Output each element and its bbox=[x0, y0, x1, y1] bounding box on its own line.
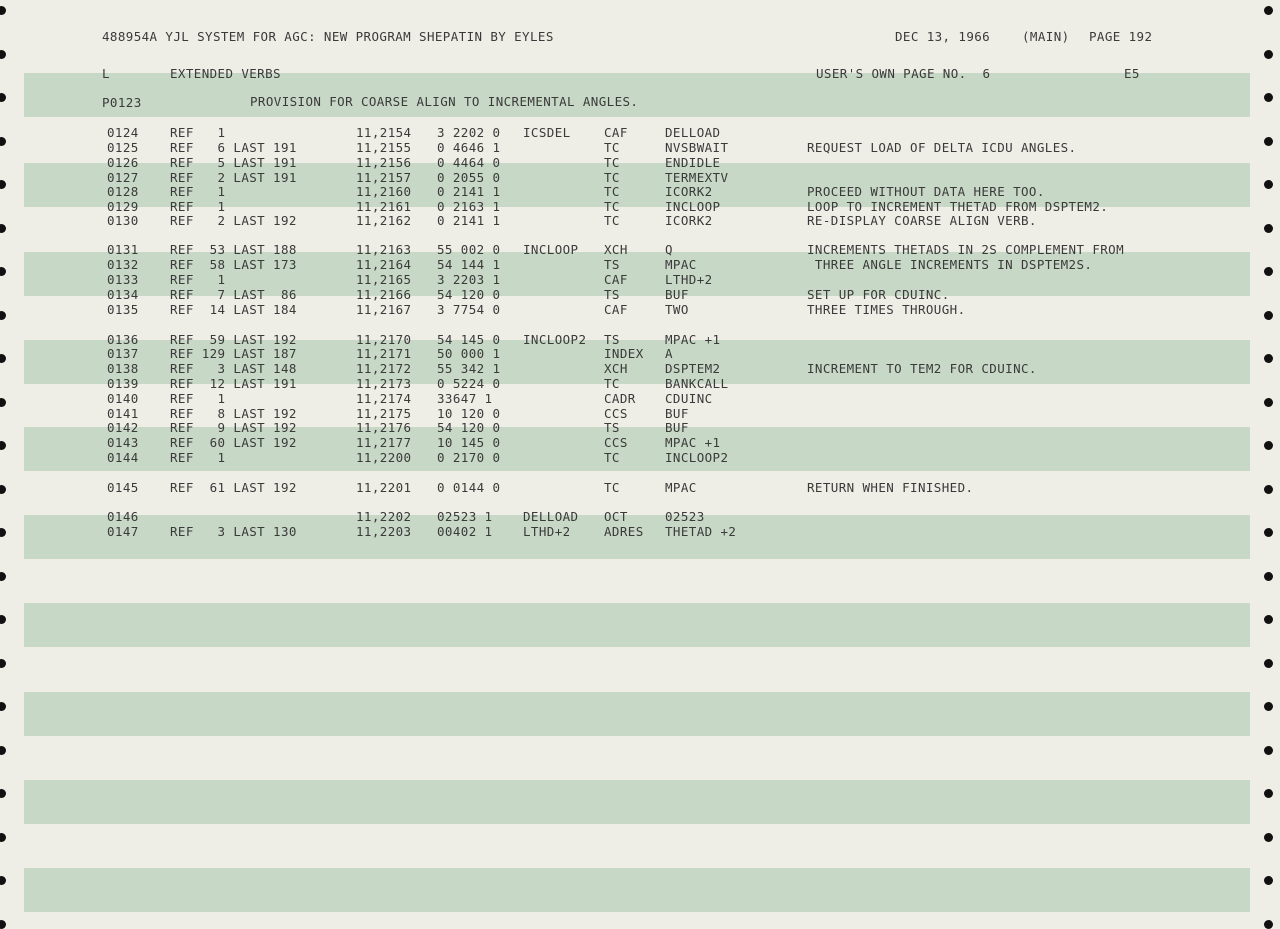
feed-hole bbox=[0, 789, 6, 798]
feed-hole bbox=[1264, 833, 1273, 842]
feed-hole bbox=[1264, 93, 1273, 102]
code-field: 0 2170 0 bbox=[437, 450, 501, 465]
line-number: 0135 bbox=[107, 302, 139, 317]
ref-field: REF 7 LAST 86 bbox=[170, 287, 297, 302]
line-number: 0127 bbox=[107, 170, 139, 185]
code-field: 0 5224 0 bbox=[437, 376, 501, 391]
user-page-number: USER'S OWN PAGE NO. 6 bbox=[816, 66, 991, 81]
line-number: 0125 bbox=[107, 140, 139, 155]
feed-hole bbox=[0, 354, 6, 363]
operand-field: INCLOOP2 bbox=[665, 450, 729, 465]
feed-hole bbox=[0, 920, 6, 929]
code-field: 00402 1 bbox=[437, 524, 493, 539]
feed-hole bbox=[0, 572, 6, 581]
feed-hole bbox=[0, 441, 6, 450]
feed-hole bbox=[1264, 6, 1273, 15]
code-field: 0 2141 1 bbox=[437, 213, 501, 228]
address-field: 11,2177 bbox=[356, 435, 412, 450]
ref-field: REF 53 LAST 188 bbox=[170, 242, 297, 257]
log-marker: L bbox=[102, 66, 110, 81]
operand-field: INCLOOP bbox=[665, 199, 721, 214]
label-field: ICSDEL bbox=[523, 125, 571, 140]
opcode-field: TS bbox=[604, 257, 620, 272]
tractor-feed-holes-left bbox=[0, 0, 10, 922]
operand-field: DELLOAD bbox=[665, 125, 721, 140]
feed-hole bbox=[1264, 311, 1273, 320]
line-number: 0133 bbox=[107, 272, 139, 287]
feed-hole bbox=[1264, 615, 1273, 624]
line-number: 0128 bbox=[107, 184, 139, 199]
opcode-field: CADR bbox=[604, 391, 636, 406]
address-field: 11,2175 bbox=[356, 406, 412, 421]
operand-field: BUF bbox=[665, 406, 689, 421]
line-number: 0136 bbox=[107, 332, 139, 347]
feed-hole bbox=[0, 137, 6, 146]
ref-field: REF 3 LAST 148 bbox=[170, 361, 297, 376]
comment-field: SET UP FOR CDUINC. bbox=[807, 287, 950, 302]
operand-field: MPAC +1 bbox=[665, 332, 721, 347]
ref-field: REF 2 LAST 192 bbox=[170, 213, 297, 228]
comment-field: REQUEST LOAD OF DELTA ICDU ANGLES. bbox=[807, 140, 1077, 155]
opcode-field: TC bbox=[604, 450, 620, 465]
address-field: 11,2162 bbox=[356, 213, 412, 228]
code-field: 33647 1 bbox=[437, 391, 493, 406]
opcode-field: ADRES bbox=[604, 524, 644, 539]
listing-section: (MAIN) bbox=[1022, 29, 1070, 44]
operand-field: Q bbox=[665, 242, 673, 257]
feed-hole bbox=[1264, 267, 1273, 276]
feed-hole bbox=[1264, 354, 1273, 363]
log-title: EXTENDED VERBS bbox=[170, 66, 281, 81]
comment-field: THREE ANGLE INCREMENTS IN DSPTEM2S. bbox=[807, 257, 1093, 272]
feed-hole bbox=[0, 398, 6, 407]
line-number: 0139 bbox=[107, 376, 139, 391]
operand-field: MPAC bbox=[665, 257, 697, 272]
operand-field: MPAC +1 bbox=[665, 435, 721, 450]
operand-field: NVSBWAIT bbox=[665, 140, 729, 155]
address-field: 11,2164 bbox=[356, 257, 412, 272]
label-field: INCLOOP bbox=[523, 242, 579, 257]
feed-hole bbox=[1264, 746, 1273, 755]
line-number: 0126 bbox=[107, 155, 139, 170]
ref-field: REF 1 bbox=[170, 184, 226, 199]
opcode-field: TC bbox=[604, 376, 620, 391]
opcode-field: TC bbox=[604, 184, 620, 199]
feed-hole bbox=[1264, 920, 1273, 929]
operand-field: ENDIDLE bbox=[665, 155, 721, 170]
comment-field: LOOP TO INCREMENT THETAD FROM DSPTEM2. bbox=[807, 199, 1109, 214]
operand-field: ICORK2 bbox=[665, 213, 713, 228]
ref-field: REF 1 bbox=[170, 391, 226, 406]
address-field: 11,2163 bbox=[356, 242, 412, 257]
feed-hole bbox=[0, 615, 6, 624]
address-field: 11,2172 bbox=[356, 361, 412, 376]
ref-field: REF 61 LAST 192 bbox=[170, 480, 297, 495]
operand-field: ICORK2 bbox=[665, 184, 713, 199]
green-bar bbox=[24, 692, 1250, 736]
feed-hole bbox=[0, 93, 6, 102]
comment-field: INCREMENTS THETADS IN 2S COMPLEMENT FROM bbox=[807, 242, 1125, 257]
comment-field: INCREMENT TO TEM2 FOR CDUINC. bbox=[807, 361, 1037, 376]
address-field: 11,2157 bbox=[356, 170, 412, 185]
code-field: 0 4646 1 bbox=[437, 140, 501, 155]
feed-hole bbox=[1264, 441, 1273, 450]
tractor-feed-holes-right bbox=[1264, 0, 1274, 922]
line-number: 0141 bbox=[107, 406, 139, 421]
opcode-field: TC bbox=[604, 155, 620, 170]
ref-field: REF 14 LAST 184 bbox=[170, 302, 297, 317]
ref-field: REF 9 LAST 192 bbox=[170, 420, 297, 435]
code-field: 50 000 1 bbox=[437, 346, 501, 361]
feed-hole bbox=[1264, 528, 1273, 537]
listing-header: 488954A YJL SYSTEM FOR AGC: NEW PROGRAM SHEPATIN BY EYLES bbox=[102, 29, 554, 44]
code-field: 3 7754 0 bbox=[437, 302, 501, 317]
comment-field: RE-DISPLAY COARSE ALIGN VERB. bbox=[807, 213, 1037, 228]
opcode-field: TC bbox=[604, 140, 620, 155]
operand-field: BANKCALL bbox=[665, 376, 729, 391]
line-number: 0132 bbox=[107, 257, 139, 272]
ref-field: REF 12 LAST 191 bbox=[170, 376, 297, 391]
feed-hole bbox=[0, 267, 6, 276]
line-number: 0129 bbox=[107, 199, 139, 214]
feed-hole bbox=[1264, 485, 1273, 494]
operand-field: BUF bbox=[665, 287, 689, 302]
feed-hole bbox=[0, 6, 6, 15]
code-field: 0 4464 0 bbox=[437, 155, 501, 170]
ref-field: REF 59 LAST 192 bbox=[170, 332, 297, 347]
opcode-field: XCH bbox=[604, 361, 628, 376]
ref-field: REF 60 LAST 192 bbox=[170, 435, 297, 450]
green-bar bbox=[24, 868, 1250, 912]
line-number: 0134 bbox=[107, 287, 139, 302]
feed-hole bbox=[0, 528, 6, 537]
operand-field: A bbox=[665, 346, 673, 361]
address-field: 11,2171 bbox=[356, 346, 412, 361]
comment-field: PROCEED WITHOUT DATA HERE TOO. bbox=[807, 184, 1045, 199]
opcode-field: CCS bbox=[604, 406, 628, 421]
opcode-field: TS bbox=[604, 287, 620, 302]
line-number: 0124 bbox=[107, 125, 139, 140]
ref-field: REF 3 LAST 130 bbox=[170, 524, 297, 539]
feed-hole bbox=[1264, 572, 1273, 581]
feed-hole bbox=[0, 224, 6, 233]
label-field: DELLOAD bbox=[523, 509, 579, 524]
feed-hole bbox=[1264, 659, 1273, 668]
line-number: 0137 bbox=[107, 346, 139, 361]
operand-field: TWO bbox=[665, 302, 689, 317]
address-field: 11,2155 bbox=[356, 140, 412, 155]
line-number: 0131 bbox=[107, 242, 139, 257]
operand-field: TERMEXTV bbox=[665, 170, 729, 185]
code-field: 0 2141 1 bbox=[437, 184, 501, 199]
ref-field: REF 1 bbox=[170, 199, 226, 214]
address-field: 11,2160 bbox=[356, 184, 412, 199]
section-line-number: P0123 bbox=[102, 95, 142, 110]
opcode-field: TS bbox=[604, 332, 620, 347]
feed-hole bbox=[0, 746, 6, 755]
code-field: 02523 1 bbox=[437, 509, 493, 524]
address-field: 11,2176 bbox=[356, 420, 412, 435]
listing-date: DEC 13, 1966 bbox=[895, 29, 991, 44]
opcode-field: TC bbox=[604, 170, 620, 185]
feed-hole bbox=[0, 659, 6, 668]
feed-hole bbox=[0, 876, 6, 885]
line-number: 0142 bbox=[107, 420, 139, 435]
opcode-field: TC bbox=[604, 199, 620, 214]
ref-field: REF 1 bbox=[170, 125, 226, 140]
label-field: LTHD+2 bbox=[523, 524, 571, 539]
feed-hole bbox=[0, 311, 6, 320]
ref-field: REF 6 LAST 191 bbox=[170, 140, 297, 155]
code-field: 10 145 0 bbox=[437, 435, 501, 450]
line-number: 0143 bbox=[107, 435, 139, 450]
listing-page-number: PAGE 192 bbox=[1089, 29, 1153, 44]
address-field: 11,2161 bbox=[356, 199, 412, 214]
operand-field: 02523 bbox=[665, 509, 705, 524]
code-field: 0 2055 0 bbox=[437, 170, 501, 185]
code-field: 3 2203 1 bbox=[437, 272, 501, 287]
feed-hole bbox=[1264, 876, 1273, 885]
code-field: 54 145 0 bbox=[437, 332, 501, 347]
address-field: 11,2167 bbox=[356, 302, 412, 317]
code-field: 0 2163 1 bbox=[437, 199, 501, 214]
opcode-field: TC bbox=[604, 213, 620, 228]
address-field: 11,2156 bbox=[356, 155, 412, 170]
ref-field: REF 58 LAST 173 bbox=[170, 257, 297, 272]
opcode-field: TS bbox=[604, 420, 620, 435]
line-number: 0145 bbox=[107, 480, 139, 495]
feed-hole bbox=[0, 833, 6, 842]
operand-field: LTHD+2 bbox=[665, 272, 713, 287]
line-number: 0130 bbox=[107, 213, 139, 228]
ref-field: REF 8 LAST 192 bbox=[170, 406, 297, 421]
line-number: 0144 bbox=[107, 450, 139, 465]
line-number: 0146 bbox=[107, 509, 139, 524]
operand-field: DSPTEM2 bbox=[665, 361, 721, 376]
ref-field: REF 1 bbox=[170, 272, 226, 287]
code-field: 10 120 0 bbox=[437, 406, 501, 421]
opcode-field: OCT bbox=[604, 509, 628, 524]
opcode-field: CAF bbox=[604, 302, 628, 317]
address-field: 11,2200 bbox=[356, 450, 412, 465]
code-field: 55 342 1 bbox=[437, 361, 501, 376]
feed-hole bbox=[0, 50, 6, 59]
address-field: 11,2165 bbox=[356, 272, 412, 287]
feed-hole bbox=[1264, 137, 1273, 146]
opcode-field: INDEX bbox=[604, 346, 644, 361]
log-section-code: E5 bbox=[1124, 66, 1140, 81]
code-field: 54 144 1 bbox=[437, 257, 501, 272]
feed-hole bbox=[1264, 224, 1273, 233]
feed-hole bbox=[0, 485, 6, 494]
green-bar bbox=[24, 603, 1250, 647]
line-number: 0147 bbox=[107, 524, 139, 539]
ref-field: REF 2 LAST 191 bbox=[170, 170, 297, 185]
address-field: 11,2202 bbox=[356, 509, 412, 524]
ref-field: REF 5 LAST 191 bbox=[170, 155, 297, 170]
feed-hole bbox=[1264, 180, 1273, 189]
opcode-field: CCS bbox=[604, 435, 628, 450]
code-field: 54 120 0 bbox=[437, 420, 501, 435]
comment-field: THREE TIMES THROUGH. bbox=[807, 302, 966, 317]
operand-field: THETAD +2 bbox=[665, 524, 737, 539]
operand-field: MPAC bbox=[665, 480, 697, 495]
opcode-field: CAF bbox=[604, 125, 628, 140]
feed-hole bbox=[0, 702, 6, 711]
address-field: 11,2203 bbox=[356, 524, 412, 539]
address-field: 11,2166 bbox=[356, 287, 412, 302]
feed-hole bbox=[1264, 789, 1273, 798]
comment-field: RETURN WHEN FINISHED. bbox=[807, 480, 974, 495]
operand-field: BUF bbox=[665, 420, 689, 435]
address-field: 11,2170 bbox=[356, 332, 412, 347]
ref-field: REF 1 bbox=[170, 450, 226, 465]
address-field: 11,2173 bbox=[356, 376, 412, 391]
address-field: 11,2201 bbox=[356, 480, 412, 495]
operand-field: CDUINC bbox=[665, 391, 713, 406]
code-field: 3 2202 0 bbox=[437, 125, 501, 140]
address-field: 11,2174 bbox=[356, 391, 412, 406]
feed-hole bbox=[1264, 702, 1273, 711]
opcode-field: XCH bbox=[604, 242, 628, 257]
line-number: 0138 bbox=[107, 361, 139, 376]
opcode-field: CAF bbox=[604, 272, 628, 287]
feed-hole bbox=[1264, 50, 1273, 59]
code-field: 0 0144 0 bbox=[437, 480, 501, 495]
line-number: 0140 bbox=[107, 391, 139, 406]
code-field: 54 120 0 bbox=[437, 287, 501, 302]
ref-field: REF 129 LAST 187 bbox=[170, 346, 297, 361]
address-field: 11,2154 bbox=[356, 125, 412, 140]
code-field: 55 002 0 bbox=[437, 242, 501, 257]
label-field: INCLOOP2 bbox=[523, 332, 587, 347]
feed-hole bbox=[0, 180, 6, 189]
section-title: PROVISION FOR COARSE ALIGN TO INCREMENTAL ANGLES. bbox=[250, 94, 639, 109]
green-bar bbox=[24, 780, 1250, 824]
feed-hole bbox=[1264, 398, 1273, 407]
opcode-field: TC bbox=[604, 480, 620, 495]
